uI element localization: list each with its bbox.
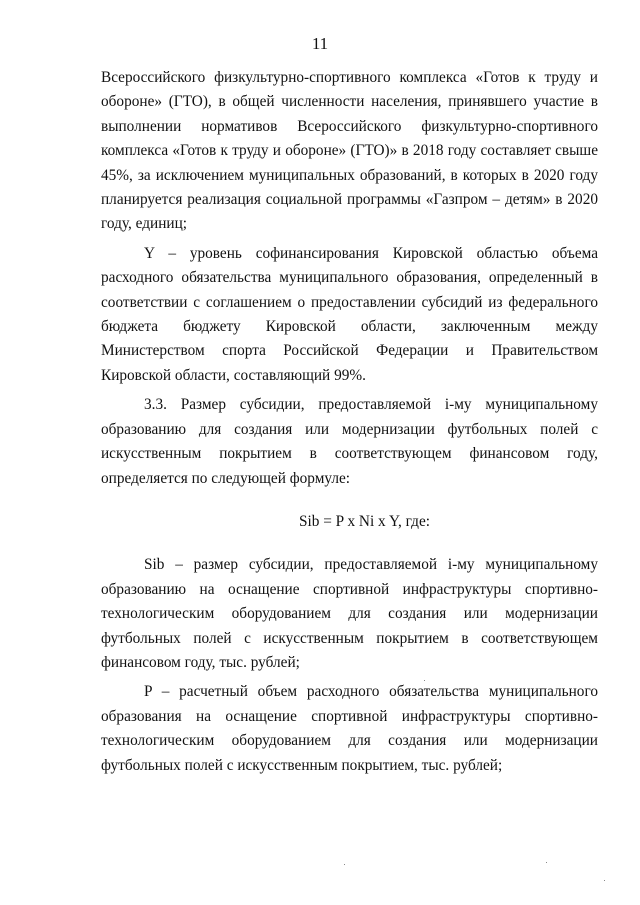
paragraph-section-3-3: 3.3. Размер субсидии, предоставляемой i-му муниципальному образованию для создания или модернизации футбольных полей с искусственным покрытием в соответствующем финансовом году, определяется по следующей формуле:	[101, 396, 598, 487]
paragraph-y-definition: Y – уровень софинансирования Кировской областью объема расходного обязательства муниципального образования, определенный в соответствии с соглашением о предоставлении субсидий из федерального бюджета бюджету Кировской области, заключенным между Министерством спорта Российской Федерации и Правительством Кировской области, составляющий 99%.	[101, 244, 598, 384]
subsidy-formula: Sib = P x Ni x Y, где:	[299, 512, 431, 530]
scan-speck	[424, 680, 425, 681]
scan-speck	[546, 862, 547, 863]
page-number: 11	[311, 34, 329, 53]
paragraph-sib-definition: Sib – размер субсидии, предоставляемой i-му муниципальному образованию на оснащение спортивной инфраструктуры спортивно-технологическим оборудованием для создания или модернизации футбольных полей с искусственным покрытием в соответствующем финансовом году, тыс. рублей;	[101, 556, 598, 671]
paragraph-p-definition: P – расчетный объем расходного обязательства муниципального образования на оснащение спортивной инфраструктуры спортивно-технологическим оборудованием для создания или модернизации футбольных полей с искусственным покрытием, тыс. рублей;	[101, 683, 598, 774]
paragraph-gto-continuation: Всероссийского физкультурно-спортивного комплекса «Готов к труду и обороне» (ГТО), в общей численности населения, принявшего участие в выполнении нормативов Всероссийского физкультурно-спортивного комплекса «Готов к труду и обороне» (ГТО)» в 2018 году составляет свыше 45%, за исключением муниципальных образований, в которых в 2020 году планируется реализация социальной программы «Газпром – детям» в 2020 году, единиц;	[101, 69, 598, 233]
document-body	[101, 66, 598, 778]
scan-speck	[344, 864, 345, 865]
scan-speck	[604, 880, 605, 881]
